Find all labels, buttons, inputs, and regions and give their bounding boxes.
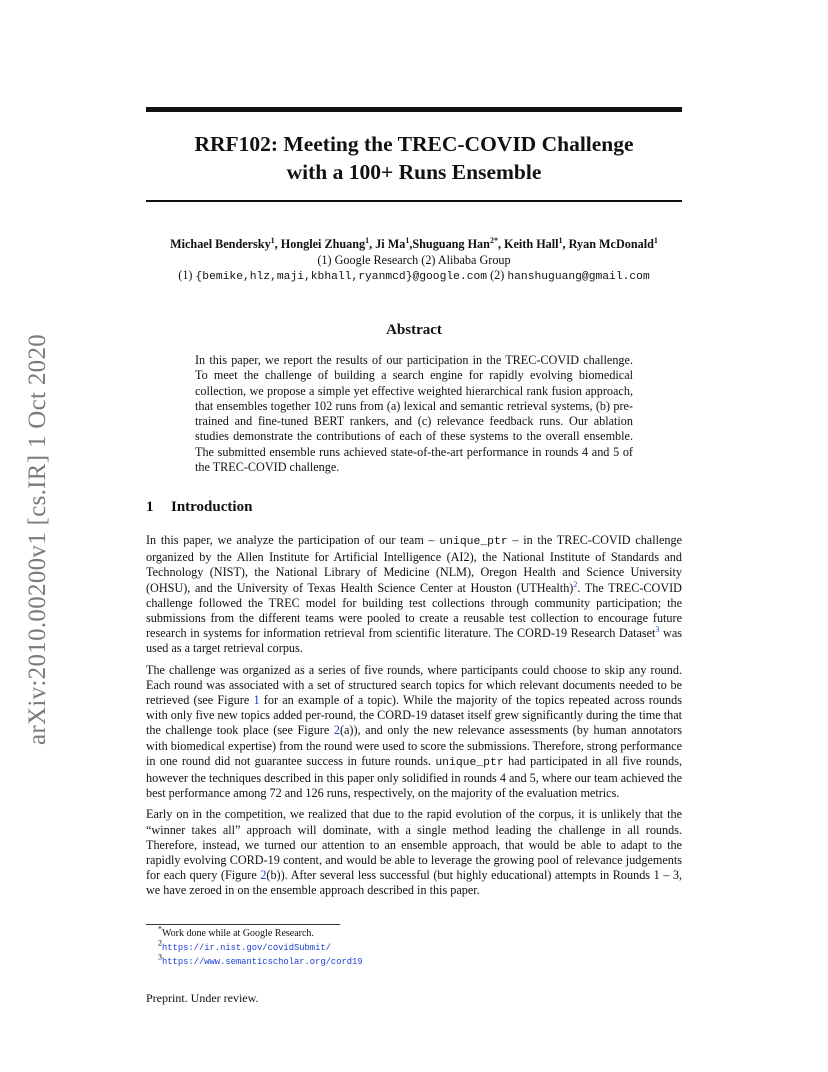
author-1-affil: 1 — [270, 235, 275, 245]
introduction-body — [146, 533, 682, 905]
email-alibaba: hanshuguang@gmail.com — [507, 271, 650, 283]
paragraph-2 — [146, 663, 682, 802]
section-title: Introduction — [171, 499, 253, 515]
section-heading — [146, 499, 252, 516]
footnote-ref-2[interactable]: 2 — [573, 579, 578, 589]
p2-text-d: had participated in all five rounds, however the techniques described in this paper only solidified in rounds 4 and 5, where our team achieved the best performance among 72 and 126 runs, respectively, on the majority of the evaluation metrics. — [146, 753, 683, 801]
author-names: Michael Bendersky$^1$, Honglei Zhuang$^1$, Ji Ma$^1$,Shuguang Han$^{2*}$, Keith Hall$^1$, Ryan McDonald$^1$ — [170, 235, 658, 251]
footnote-ref-3[interactable]: 3 — [655, 625, 660, 635]
figure-ref-1[interactable]: 1 — [253, 693, 260, 708]
email-google: {bemike,hlz,maji,kbhall,ryanmcd}@google.com — [195, 271, 488, 283]
footnote-1-text: Work done while at Google Research. — [162, 928, 314, 939]
p1-text-b: – in the TREC-COVID challenge organized by the Allen Institute for Artificial Intelligence (AI2), the National Institute of Standards and Technology (NIST), the National Library of Medicine (NLM), Oregon Health and Science University (OHSU), and the University of Texas Health Science Center at Houston (UTHealth) — [146, 533, 682, 595]
footnote-2-mark: 2 — [158, 938, 162, 948]
p3-text-b: (b)). After several less successful (but highly educational) attempts in Rounds 1 – 3, we have zeroed in on the ensemble approach described in this paper. — [146, 868, 682, 898]
abstract-text: In this paper, we report the results of our participation in the TREC-COVID challenge. To meet the challenge of building a search engine for rapidly evolving biomedical collection, we propose a simple yet effective weighted hierarchical rank fusion approach, that ensembles together 102 runs from (a) lexical and semantic retrieval systems, (b) pre-trained and fine-tuned BERT rankers, and (c) relevance feedback runs. Our ablation studies demonstrate the contributions of each of these systems to the overall ensemble. The submitted ensemble runs achieved state-of-the-art performance in rounds 4 and 5 of the TREC-COVID challenge. — [195, 353, 633, 475]
title-bottom-rule — [146, 200, 682, 202]
p2-text-a: The challenge was organized as a series of five rounds, where participants could choose to skip any round. Each round was associated with a set of structured search topics for which relevant documents needed to be retrieved (see Figure — [146, 662, 682, 708]
figure-ref-2b[interactable]: 2 — [260, 868, 267, 883]
author-6-affil: 1 — [653, 235, 658, 245]
footnotes — [158, 924, 363, 970]
abstract-heading: Abstract — [386, 322, 442, 338]
author-2-affil: 1 — [365, 235, 370, 245]
p1-text-c: . The TREC-COVID challenge followed the TREC model for building test collections through community participation; the submissions from the different teams were pooled to create a reusable test collection to encourage future research in systems for information retrieval from scientific literature. The CORD-19 Research Dataset — [146, 580, 682, 641]
section-number: 1 — [146, 499, 154, 515]
footnote-3-link[interactable]: https://www.semanticscholar.org/cord19 — [162, 957, 363, 967]
arxiv-stamp-text: arXiv:2010.00200v1 [cs.IR] 1 Oct 2020 — [24, 333, 51, 745]
footnote-1-mark: * — [158, 924, 162, 934]
title-line-1: RRF102: Meeting the TREC-COVID Challenge — [194, 132, 634, 156]
title-top-rule — [146, 107, 682, 112]
author-4: ,Shuguang Han — [409, 237, 490, 251]
footnote-3 — [158, 952, 363, 970]
paragraph-1 — [146, 533, 682, 657]
p3-text-a: Early on in the competition, we realized that due to the rapid evolution of the corpus, it is unlikely that the “winner takes all” approach will dominate, with a single method leading the challenge in all rounds. Therefore, instead, we turned our attention to an ensemble approach, that would be able to adapt to the rapidly evolving CORD-19 content, and would be able to leverage the growing pool of relevance judgements for each query (Figure — [146, 807, 682, 883]
team-name-code: unique_ptr — [439, 536, 508, 548]
author-3-affil: 1 — [405, 235, 410, 245]
paper-title — [146, 130, 682, 186]
footnote-3-mark: 3 — [158, 952, 162, 962]
p2-text-b: for an example of a topic). While the majority of the topics repeated across rounds with only five new topics added per-round, the CORD-19 dataset itself grew significantly during the time that the challenge took place (see Figure — [146, 693, 682, 738]
arxiv-stamp — [22, 305, 54, 745]
author-4-star: * — [493, 235, 498, 245]
p1-text-a: In this paper, we analyze the participation of our team – — [146, 533, 440, 547]
author-1: Michael Bendersky — [170, 237, 271, 251]
author-3: , Ji Ma — [369, 237, 406, 251]
author-block — [120, 237, 708, 286]
affiliations: (1) Google Research (2) Alibaba Group — [317, 252, 511, 267]
team-name-code-2: unique_ptr — [435, 756, 504, 769]
emails — [120, 268, 708, 286]
footnote-1 — [158, 924, 363, 941]
author-6: , Ryan McDonald — [562, 237, 654, 251]
paragraph-3 — [146, 807, 682, 898]
preprint-footer: Preprint. Under review. — [146, 991, 259, 1005]
p1-text-d: was used as a target retrieval corpus. — [146, 626, 682, 656]
email-label-1: (1) — [178, 268, 196, 282]
p2-text-c: (a)), and only the new relevance assessments (by human annotators with biomedical expertise) from the round were used to score the submissions. Therefore, strong performance in one round did not guarantee success in future rounds. — [146, 723, 682, 768]
footnote-rule — [146, 924, 340, 925]
footnote-2 — [158, 938, 363, 956]
title-line-2: with a 100+ Runs Ensemble — [286, 160, 542, 184]
author-5-affil: 1 — [558, 235, 563, 245]
author-4-affil: 2 — [489, 235, 494, 245]
author-5: Keith Hall — [500, 237, 559, 251]
author-2: , Honglei Zhuang — [274, 237, 366, 251]
footnote-2-link[interactable]: https://ir.nist.gov/covidSubmit/ — [162, 942, 331, 953]
email-label-2: (2) — [487, 268, 508, 282]
figure-ref-2a[interactable]: 2 — [333, 723, 340, 738]
